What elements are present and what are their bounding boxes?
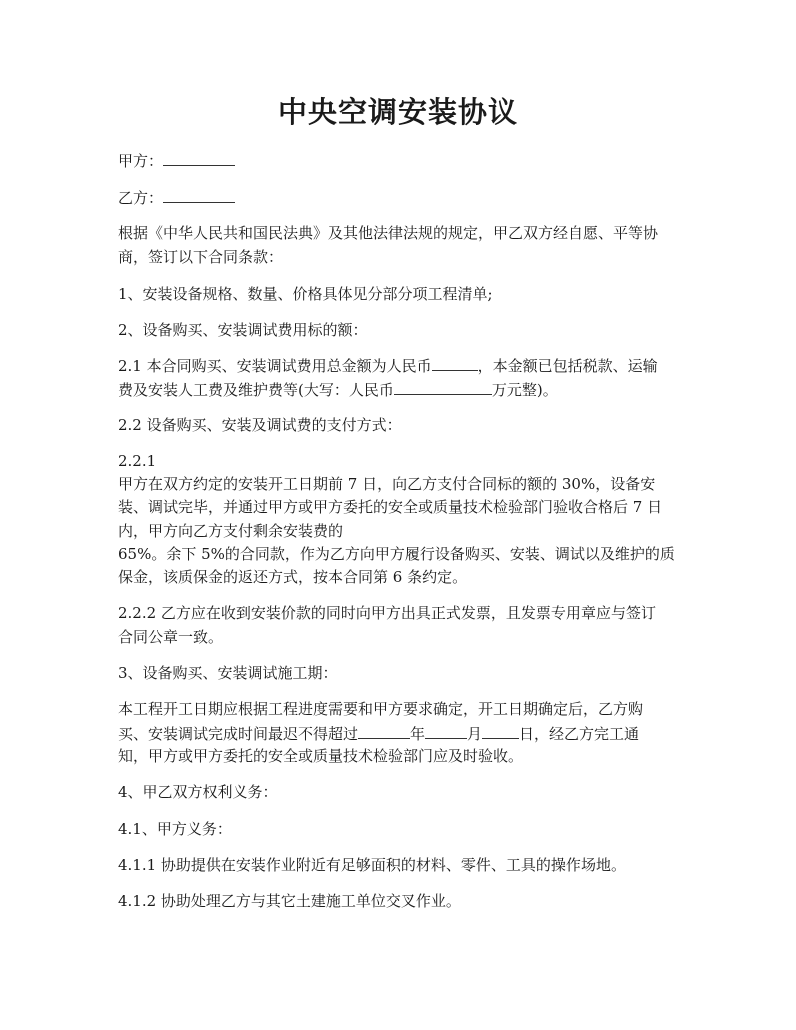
- clause-2-1-text-a: 2.1 本合同购买、安装调试费用总金额为人民币: [118, 357, 432, 375]
- clause-2-2-heading: 2.2 设备购买、安装及调试费的支付方式：: [118, 416, 402, 434]
- clause-2-1-text-d: 万元整)。: [491, 381, 558, 399]
- clause-2-2-1-line-5: 保金，该质保金的返还方式，按本合同第 6 条约定。: [118, 568, 468, 586]
- clause-2-2-2-line-1: 2.2.2 乙方应在收到安装价款的同时向甲方出具正式发票，且发票专用章应与签订: [118, 604, 656, 622]
- day-blank: [482, 723, 519, 739]
- party-b-label: 乙方：: [118, 189, 164, 207]
- amount-blank: [432, 355, 478, 371]
- month-blank: [425, 723, 467, 739]
- clause-2-2-1-line-1: 甲方在双方约定的安装开工日期前 7 日，向乙方支付合同标的额的 30%，设备安: [118, 475, 656, 493]
- clause-2-1-line-1: [118, 355, 658, 376]
- party-a-line: [118, 150, 235, 171]
- clause-3-heading: 3、设备购买、安装调试施工期：: [118, 664, 338, 682]
- clause-3-line-1: 本工程开工日期应根据工程进度需要和甲方要求确定，开工日期确定后，乙方购: [118, 700, 644, 718]
- month-label: 月: [467, 725, 483, 743]
- clause-4-1-heading: 4.1、甲方义务：: [118, 820, 232, 838]
- clause-4-1-2: 4.1.2 协助处理乙方与其它土建施工单位交叉作业。: [118, 892, 461, 910]
- year-label: 年: [410, 725, 426, 743]
- clause-2-heading: 2、设备购买、安装调试费用标的额：: [118, 321, 368, 339]
- clause-1: 1、安装设备规格、数量、价格具体见分部分项工程清单;: [118, 285, 493, 303]
- clause-2-1-line-2: [118, 379, 558, 400]
- party-a-label: 甲方：: [118, 152, 164, 170]
- clause-4-heading: 4、甲乙双方权利义务：: [118, 783, 278, 801]
- clause-2-2-1-line-2: 装、调试完毕，并通过甲方或甲方委托的安全或质量技术检验部门验收合格后 7 日: [118, 498, 663, 516]
- clause-2-2-1-number: 2.2.1: [118, 452, 157, 470]
- clause-2-2-1-line-3: 内，甲方向乙方支付剩余安装费的: [118, 522, 344, 540]
- clause-4-1-1: 4.1.1 协助提供在安装作业附近有足够面积的材料、零件、工具的操作场地。: [118, 856, 626, 874]
- clause-3-line-3: 知，甲方或甲方委托的安全或质量技术检验部门应及时验收。: [118, 747, 524, 765]
- document-title: 中央空调安装协议: [277, 95, 518, 129]
- intro-line-2: 商，签订以下合同条款：: [118, 248, 284, 266]
- clause-2-1-text-c: 费及安装人工费及维护费等(大写：人民币: [118, 381, 394, 399]
- clause-2-2-1-line-4: 65%。余下 5%的合同款，作为乙方向甲方履行设备购买、安装、调试以及维护的质: [118, 545, 675, 563]
- year-blank: [358, 723, 410, 739]
- party-b-blank: [163, 187, 235, 203]
- party-a-blank: [163, 150, 235, 166]
- clause-2-1-text-b: ，本金额已包括税款、运输: [477, 357, 658, 375]
- clause-2-2-2-line-2: 合同公章一致。: [118, 628, 224, 646]
- clause-3-text-a: 买、安装调试完成时间最迟不得超过: [118, 725, 359, 743]
- party-b-line: [118, 187, 235, 208]
- intro-line-1: 根据《中华人民共和国民法典》及其他法律法规的规定，甲乙双方经自愿、平等协: [118, 224, 659, 242]
- clause-3-line-2: [118, 723, 639, 744]
- amount-words-blank: [394, 379, 492, 395]
- day-label: 日，经乙方完工通: [519, 725, 640, 743]
